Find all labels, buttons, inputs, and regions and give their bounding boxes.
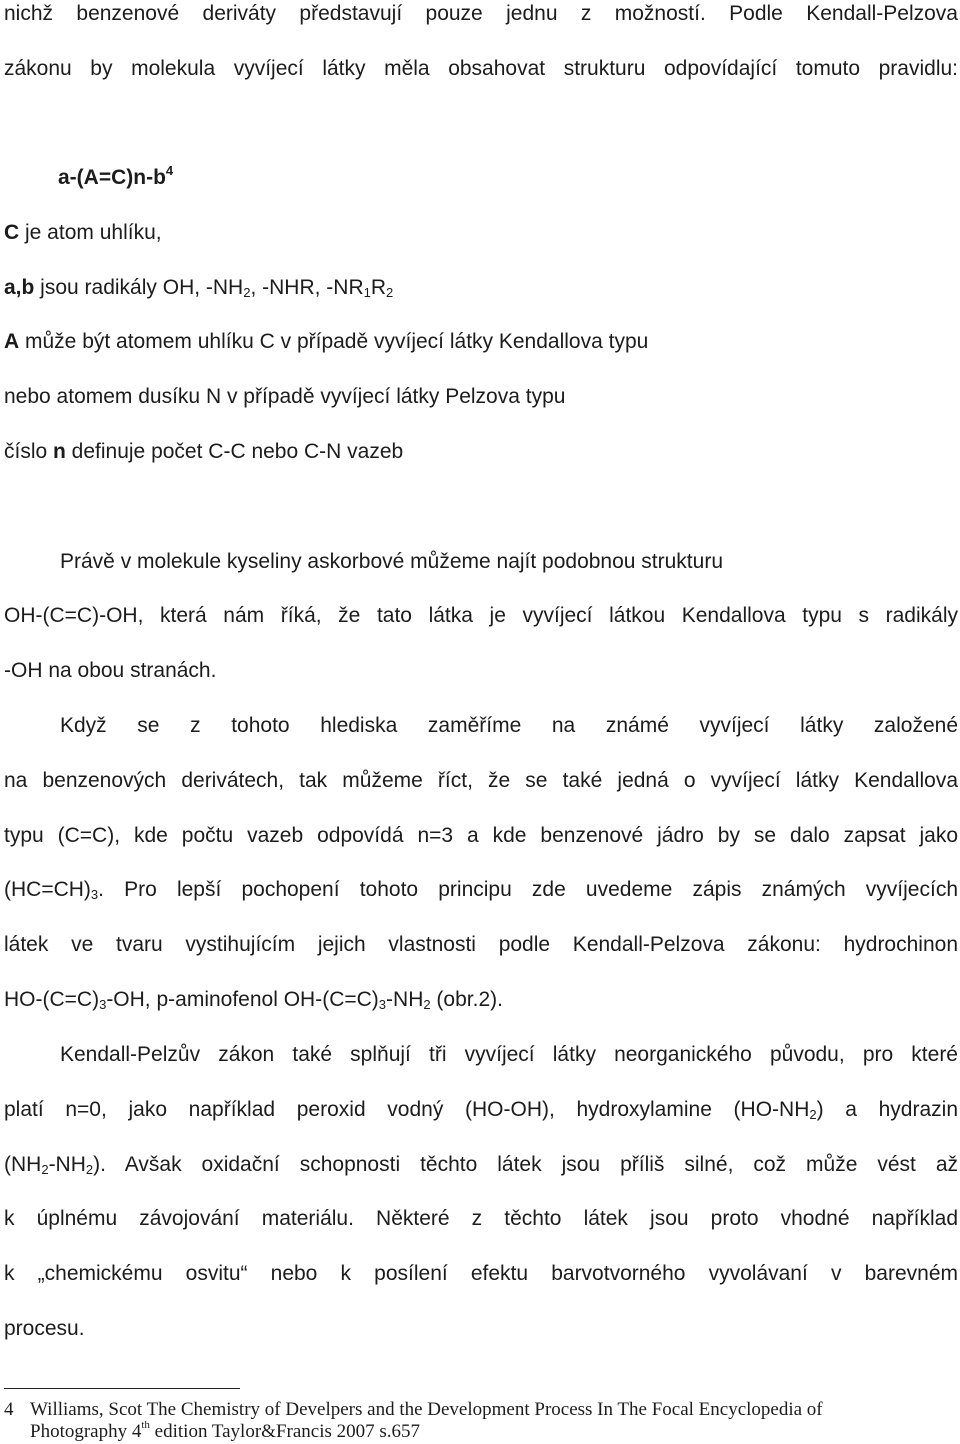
para3-line-4: k úplnému závojování materiálu. Některé z těchto látek jsou proto vhodné například bbox=[4, 1207, 958, 1230]
para2-line-6-a: HO-(C=C) bbox=[4, 988, 100, 1011]
footnote-text-2b: edition Taylor&Francis 2007 s.657 bbox=[149, 1421, 421, 1442]
para2-line-6-d: (obr.2). bbox=[430, 988, 503, 1011]
subscript: 2 bbox=[85, 1162, 94, 1177]
subscript: 1 bbox=[363, 285, 371, 300]
subscript: 3 bbox=[90, 887, 99, 902]
footnote-divider bbox=[4, 1388, 240, 1389]
subscript: 2 bbox=[423, 997, 431, 1012]
para2-line-2: na benzenových derivátech, tak můžeme říct, že se také jedná o vyvíjecí látky Kendallova bbox=[4, 769, 958, 792]
intro-line-2: zákonu by molekula vyvíjecí látky měla obsahovat strukturu odpovídající tomuto pravidlu: bbox=[4, 57, 958, 80]
para1-line-2: OH-(C=C)-OH, která nám říká, že tato látka je vyvíjecí látkou Kendallova typu s radikály bbox=[4, 604, 958, 627]
definition-n-atom: nebo atomem dusíku N v případě vyvíjecí látky Pelzova typu bbox=[4, 385, 566, 408]
definition-n bbox=[4, 438, 958, 466]
definition-ab-text-1: jsou radikály OH, -NH bbox=[34, 276, 244, 299]
subscript: 3 bbox=[378, 997, 387, 1012]
definition-c-text: je atom uhlíku, bbox=[19, 221, 162, 244]
para2-line-1: Když se z tohoto hlediska zaměříme na známé vyvíjecí látky založené bbox=[60, 714, 958, 737]
definition-n-pre: číslo bbox=[4, 440, 54, 463]
para3-line-5: k „chemickému osvitu“ nebo k posílení efektu barvotvorného vyvolávaní v barevném bbox=[4, 1262, 958, 1285]
footnote-text-1: Williams, Scot The Chemistry of Develpers and the Development Process In The Focal Encyclopedia of bbox=[30, 1399, 823, 1420]
para1-line-3: -OH na obou stranách. bbox=[4, 659, 217, 682]
subscript: 2 bbox=[386, 285, 394, 300]
term-a: A bbox=[4, 330, 20, 353]
term-ab: a,b bbox=[4, 276, 35, 299]
para2-line-4-b: . Pro lepší pochopení tohoto principu zde uvedeme zápis známých vyvíjecích bbox=[98, 878, 958, 901]
para3-line-3-c: ). Avšak oxidační schopnosti těchto látek jsou příliš silné, což může vést až bbox=[93, 1153, 958, 1176]
para2-line-4-a: (HC=CH) bbox=[4, 878, 91, 901]
para2-line-6-b: -OH, p-aminofenol OH-(C=C) bbox=[106, 988, 379, 1011]
definition-a bbox=[4, 328, 958, 356]
para3-line-3 bbox=[4, 1151, 958, 1179]
para3-line-2-b: ) a hydrazin bbox=[816, 1098, 958, 1121]
subscript: 2 bbox=[41, 1162, 49, 1177]
para1-line-1: Právě v molekule kyseliny askorbové můžeme najít podobnou strukturu bbox=[60, 550, 723, 573]
term-c: C bbox=[4, 221, 20, 244]
definition-ab bbox=[4, 274, 958, 302]
subscript: 3 bbox=[99, 997, 107, 1012]
para2-line-5: látek ve tvaru vystihujícím jejich vlastnosti podle Kendall-Pelzova zákonu: hydrochinon bbox=[4, 933, 958, 956]
definition-a-text: může být atomem uhlíku C v případě vyvíjecí látky Kendallova typu bbox=[19, 330, 649, 353]
definition-c bbox=[4, 219, 958, 247]
footnote-line-2 bbox=[30, 1420, 900, 1444]
subscript: 2 bbox=[243, 285, 251, 300]
footnote-superscript: th bbox=[141, 1419, 150, 1431]
formula-text: a-(A=C)n-b bbox=[58, 166, 166, 189]
para3-line-3-b: -NH bbox=[48, 1153, 86, 1176]
para3-line-6: procesu. bbox=[4, 1317, 85, 1340]
definition-ab-text-3: R bbox=[370, 276, 387, 299]
para3-line-1: Kendall-Pelzův zákon také splňují tři vyvíjecí látky neorganického původu, pro které bbox=[60, 1043, 958, 1066]
para2-line-6-c: -NH bbox=[386, 988, 424, 1011]
kendall-pelz-formula bbox=[58, 164, 958, 192]
term-n: n bbox=[53, 440, 66, 463]
intro-line-1: nichž benzenové deriváty představují pouze jednu z možností. Podle Kendall-Pelzova bbox=[4, 2, 958, 25]
para2-line-4 bbox=[4, 876, 958, 904]
para3-line-2 bbox=[4, 1096, 958, 1124]
definition-ab-text-2: , -NHR, -NR bbox=[250, 276, 364, 299]
para2-line-6 bbox=[4, 986, 958, 1014]
footnote-ref: 4 bbox=[165, 163, 174, 178]
footnote-number: 4 bbox=[4, 1399, 14, 1420]
para3-line-3-a: (NH bbox=[4, 1153, 42, 1176]
definition-n-post: definuje počet C-C nebo C-N vazeb bbox=[65, 440, 404, 463]
para2-line-3: typu (C=C), kde počtu vazeb odpovídá n=3 a kde benzenové jádro by se dalo zapsat jako bbox=[4, 824, 958, 847]
footnote-line-1 bbox=[4, 1398, 900, 1422]
subscript: 2 bbox=[809, 1107, 817, 1122]
para3-line-2-a: platí n=0, jako například peroxid vodný (HO-OH), hydroxylamine (HO-NH bbox=[4, 1098, 810, 1121]
footnote-text-2a: Photography 4 bbox=[30, 1421, 142, 1442]
